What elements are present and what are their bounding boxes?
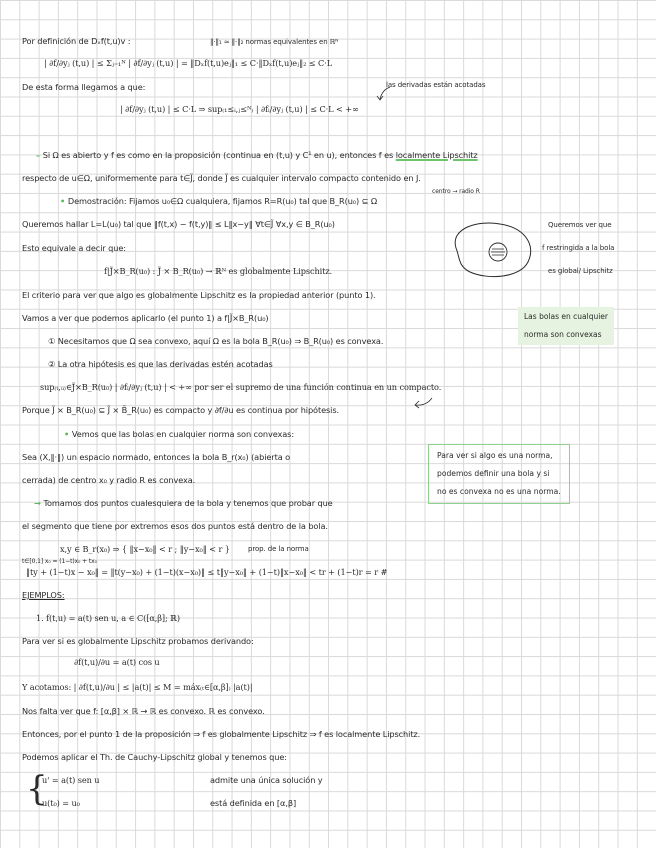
- domain-note: está definida en [α,β]: [210, 798, 297, 808]
- convexity-claim: [64, 429, 294, 440]
- system-brace-icon: {: [26, 769, 48, 809]
- equivalence-line: Esto equivale a decir que:: [22, 243, 126, 253]
- locally-lipschitz-term: localmente Lipschitz: [395, 150, 478, 160]
- highlight-line-2: norma son convexas: [524, 330, 602, 339]
- partial-derivative: ∂f(t,u)/∂u = a(t) cos u: [74, 657, 160, 667]
- ball-sketch-icon: [448, 218, 538, 280]
- consequence-line: Entonces, por el punto 1 de la proposición ⇒ f es globalmente Lipschitz ⇒ f es localmente Lipschitz.: [22, 729, 421, 739]
- box-line-1: Para ver si algo es una norma,: [437, 451, 553, 460]
- highlight-line-1: Las bolas en cualquier: [524, 312, 608, 321]
- green-arrow-marker: →: [34, 498, 44, 508]
- triangle-inequality: ‖ty + (1−t)x − x₀‖ = ‖t(y−x₀) + (1−t)(x−x₀)‖ ≤ t‖y−x₀‖ + (1−t)‖x−x₀‖ < tr + (1−t)r = r #: [26, 567, 388, 577]
- derivative-bound-equation: | ∂f/∂yⱼ (t,u) | ≤ Σⱼ₌₁ᴺ | ∂f/∂yⱼ (t,u) | = ‖Dₓf(t,u)eⱼ‖₁ ≤ C·‖Dₓf(t,u)eⱼ‖₂ ≤ C·L: [44, 58, 333, 68]
- side-note-1: Queremos ver que: [548, 221, 612, 229]
- definition-line: Por definición de Dₓf(t,u)v :: [22, 36, 131, 46]
- norm-equivalence-note: ‖·‖₁ ≈ ‖·‖₂ normas equivalentes en ℝᴺ: [210, 38, 339, 46]
- hypothesis-2: ② La otra hipótesis es que las derivadas estén acotadas: [48, 359, 273, 369]
- ball-convex-line: cerrada) de centro x₀ y radio R es convexa.: [22, 475, 196, 485]
- green-dash-marker: –: [36, 150, 43, 160]
- compactness-line: Porque J̃ × B_R(u₀) ⊆ J̃ × B̄_R(u₀) es compacto y ∂f/∂u es continua por hipótesis.: [22, 405, 340, 415]
- proof-text: Demostración: Fijamos u₀∈Ω cualquiera, fijamos R=R(u₀) tal que B_R(u₀) ⊆ Ω: [67, 196, 377, 206]
- arrow-icon: [376, 86, 396, 102]
- ball-membership: x,y ∈ B_r(x₀) ⇒ { ‖x−x₀‖ < r ; ‖y−x₀‖ < r }: [60, 544, 230, 554]
- segment-text: Tomamos dos puntos cualesquiera de la bola y tenemos que probar que: [43, 498, 333, 508]
- derivative-check-line: Para ver si es globalmente Lipschitz probamos derivando:: [22, 636, 254, 646]
- examples-heading: EJEMPLOS:: [22, 590, 65, 600]
- apply-line: Vamos a ver que podemos aplicarlo (el punto 1) a f|J̃×B_R(u₀): [22, 313, 269, 323]
- norm-test-box: [428, 444, 570, 504]
- conclusion-intro: De esta forma llegamos a que:: [22, 82, 146, 92]
- box-line-3: no es convexa no es una norma.: [437, 487, 561, 496]
- segment-continuation: el segmento que tiene por extremos esos dos puntos está dentro de la bola.: [22, 521, 328, 531]
- proposition-statement: [36, 150, 478, 161]
- restriction-statement: f|J̃×B_R(u₀) : J̃ × B_R(u₀) → ℝᴺ es globalmente Lipschitz.: [104, 266, 333, 276]
- convexity-text: Vemos que las bolas en cualquier norma son convexas:: [71, 429, 294, 439]
- lipschitz-goal: Queremos hallar L=L(u₀) tal que ‖f(t,x) − f(t,y)‖ ≤ L‖x−y‖ ∀t∈J̃ ∀x,y ∈ B_R(u₀): [22, 219, 335, 229]
- parameter-note: t∈[0,1] x₀ = (1−t)x₀ + tx₀: [22, 558, 97, 565]
- proof-start: [60, 196, 377, 207]
- center-radius-note: centro → radio R: [432, 188, 480, 195]
- arrow-icon: [412, 396, 434, 410]
- side-note-3: es global/ Lipschitz: [548, 267, 613, 275]
- initial-condition: u(t₀) = u₀: [42, 798, 80, 808]
- criterion-line: El criterio para ver que algo es globalmente Lipschitz es la propiedad anterior (punto 1).: [22, 290, 376, 300]
- proposition-continuation: respecto de u∈Ω, uniformemente para t∈J̃, donde J̃ es cualquier intervalo compacto contenido en J.: [22, 173, 421, 183]
- example-1: 1. f(t,u) = a(t) sen u, a ∈ C([α,β]; ℝ): [36, 613, 180, 623]
- norm-property-note: prop. de la norma: [248, 545, 309, 553]
- side-note-2: f restringida a la bola: [542, 244, 615, 252]
- green-bullet-marker: •: [64, 429, 72, 439]
- ode-equation: u' = a(t) sen u: [42, 775, 100, 785]
- uniqueness-note: admite una única solución y: [210, 775, 323, 785]
- proposition-text: Si Ω es abierto y f es como en la proposición (continua en (t,u) y C¹ en u), entonces f es: [42, 150, 394, 160]
- supremum-line: sup₍ₜ,ᵤ₎∈J̃×B_R(u₀) | ∂fᵢ/∂yⱼ (t,u) | < +∞ por ser el supremo de una función continua en un compacto.: [40, 382, 442, 392]
- bounded-derivatives-note: las derivadas están acotadas: [386, 81, 486, 89]
- bound-line: Y acotamos: | ∂f(t,u)/∂u | ≤ |a(t)| ≤ M = máx₍ₜ∈[α,β]₎ |a(t)|: [22, 682, 253, 692]
- segment-argument: [34, 498, 333, 509]
- green-bullet-marker: •: [60, 196, 68, 206]
- box-line-2: podemos definir una bola y si: [437, 469, 550, 478]
- sup-bound-equation: | ∂f/∂yⱼ (t,u) | ≤ C·L ⇒ sup₍₁≤ᵢ,ⱼ≤ᴺ₎ | ∂fᵢ/∂yⱼ (t,u) | ≤ C·L < +∞: [120, 104, 359, 114]
- hypothesis-1: ① Necesitamos que Ω sea convexo, aquí Ω es la bola B_R(u₀) ⇒ B_R(u₀) es convexa.: [48, 336, 384, 346]
- convex-balls-highlight: [518, 307, 614, 345]
- normed-space-line: Sea (X,‖·‖) un espacio normado, entonces la bola B_r(x₀) (abierta o: [22, 452, 291, 462]
- convexity-check: Nos falta ver que f: [α,β] × ℝ → ℝ es convexo. ℝ es convexo.: [22, 706, 265, 716]
- cauchy-lipschitz-line: Podemos aplicar el Th. de Cauchy-Lipschitz global y tenemos que:: [22, 752, 287, 762]
